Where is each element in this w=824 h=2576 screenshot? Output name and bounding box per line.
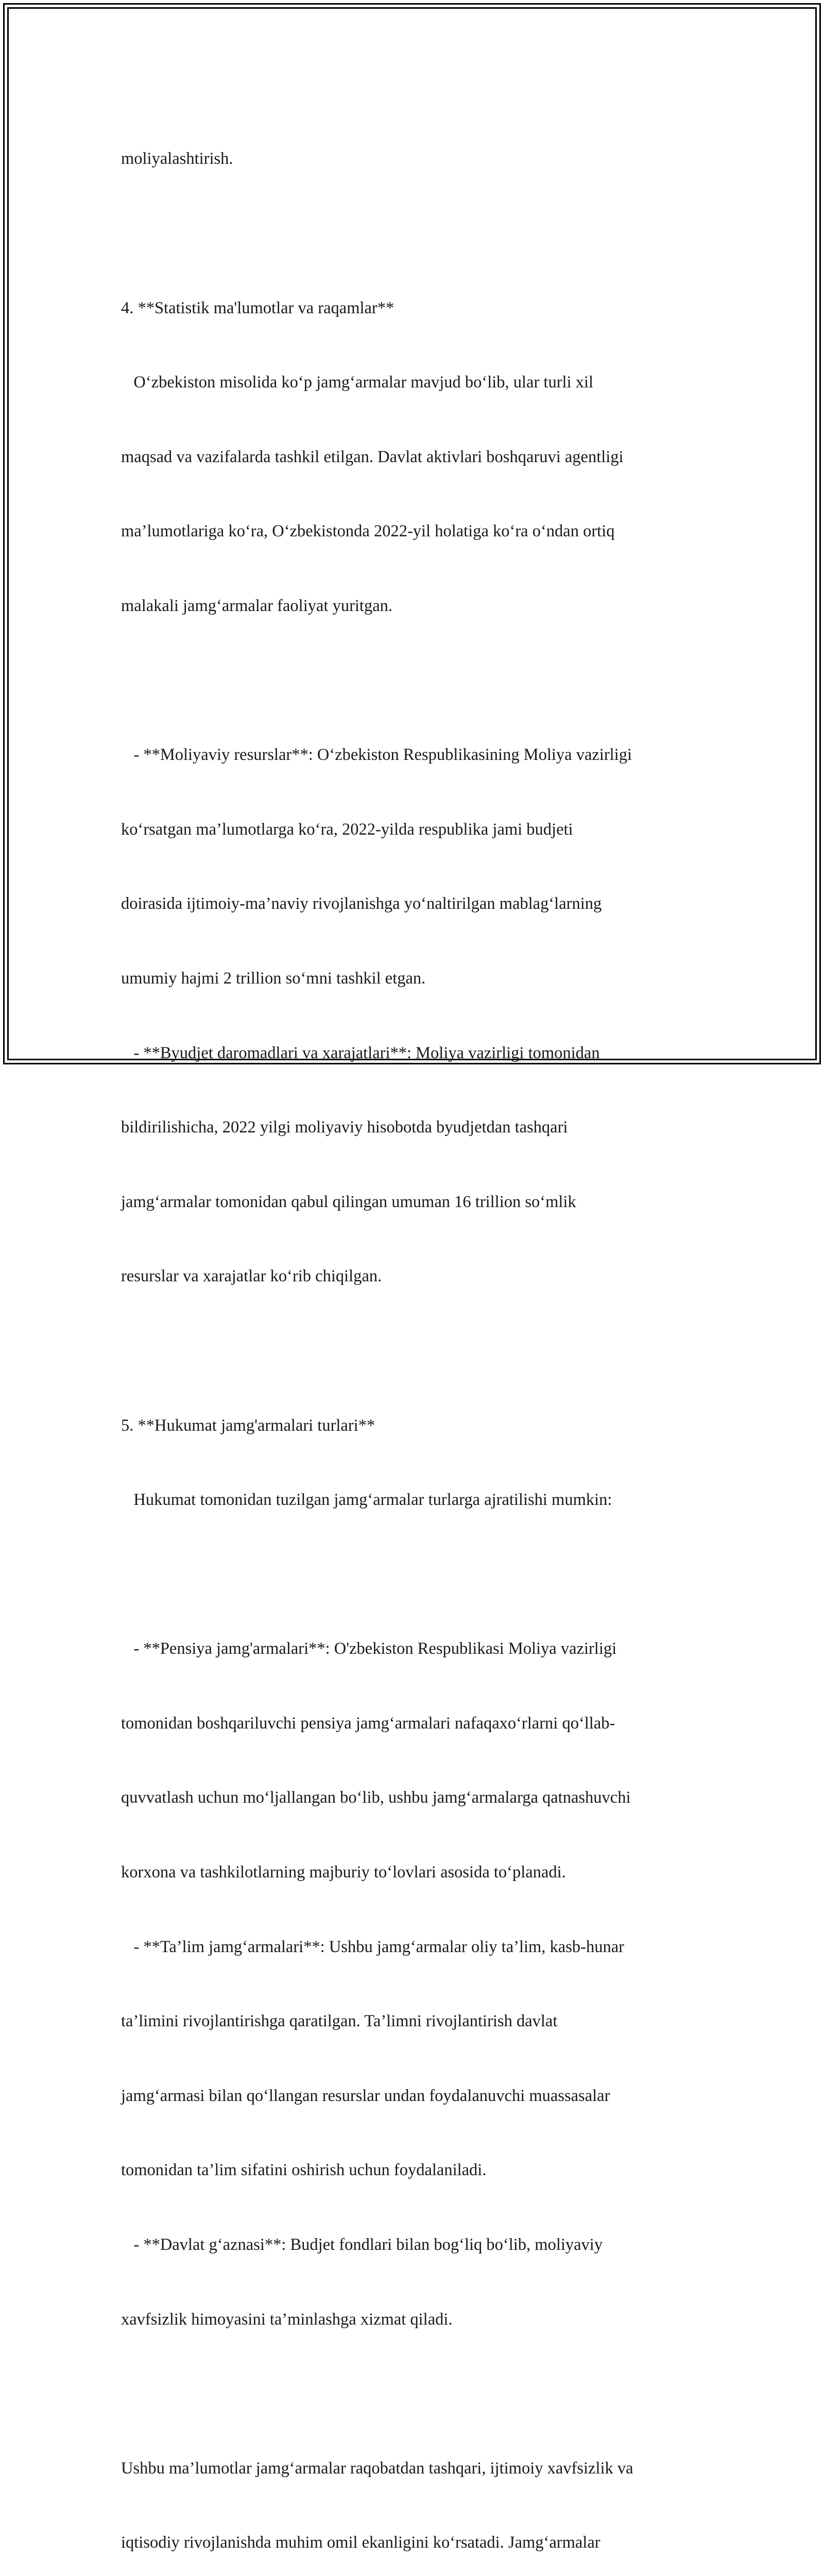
section-heading: 5. **Hukumat jamg'armalari turlari** <box>121 1416 375 1435</box>
text-line: malakali jamg‘armalar faoliyat yuritgan. <box>121 596 392 615</box>
text-line: quvvatlash uchun mo‘ljallangan bo‘lib, ushbu jamg‘armalarga qatnashuvchi <box>121 1788 631 1807</box>
text-line: resurslar va xarajatlar ko‘rib chiqilgan. <box>121 1267 382 1286</box>
text-line: Hukumat tomonidan tuzilgan jamg‘armalar turlarga ajratilishi mumkin: <box>121 1490 612 1510</box>
text-line: tomonidan boshqariluvchi pensiya jamg‘armalari nafaqaxo‘rlarni qo‘llab- <box>121 1714 615 1733</box>
text-line: bildirilishicha, 2022 yilgi moliyaviy hisobotda byudjetdan tashqari <box>121 1118 568 1137</box>
blank-line <box>121 1338 713 1363</box>
text-line: O‘zbekiston misolida ko‘p jamg‘armalar mavjud bo‘lib, ular turli xil <box>121 373 594 392</box>
list-item-line: - **Davlat g‘aznasi**: Budjet fondlari bilan bog‘liq bo‘lib, moliyaviy <box>121 2235 603 2255</box>
text-line: tomonidan ta’lim sifatini oshirish uchun foydalaniladi. <box>121 2161 487 2180</box>
text-line: Ushbu ma’lumotlar jamg‘armalar raqobatdan tashqari, ijtimoiy xavfsizlik va <box>121 2459 633 2478</box>
list-item-line: - **Pensiya jamg'armalari**: O'zbekiston Respublikasi Moliya vazirligi <box>121 1639 617 1658</box>
blank-line <box>121 2381 713 2406</box>
text-line: maqsad va vazifalarda tashkil etilgan. Davlat aktivlari boshqaruvi agentligi <box>121 447 624 466</box>
text-line: jamg‘armalar tomonidan qabul qilingan umuman 16 trillion so‘mlik <box>121 1192 576 1211</box>
blank-line <box>121 221 713 246</box>
list-item-line: - **Byudjet daromadlari va xarajatlari**: Moliya vazirligi tomonidan <box>121 1043 600 1062</box>
text-line: iqtisodiy rivojlanishda muhim omil ekanligini ko‘rsatadi. Jamg‘armalar <box>121 2533 600 2552</box>
list-item-line: - **Moliyaviy resurslar**: O‘zbekiston Respublikasining Moliya vazirligi <box>121 745 632 765</box>
text-line: ta’limini rivojlantirishga qaratilgan. Ta’limni rivojlantirish davlat <box>121 2012 558 2031</box>
text-line: doirasida ijtimoiy-ma’naviy rivojlanishga yo‘naltirilgan mablag‘larning <box>121 894 602 913</box>
text-line: umumiy hajmi 2 trillion so‘mni tashkil etgan. <box>121 969 426 988</box>
document-body <box>121 97 713 2576</box>
text-line: korxona va tashkilotlarning majburiy to‘lovlari asosida to‘planadi. <box>121 1863 566 1882</box>
blank-line <box>121 668 713 693</box>
text-line: ma’lumotlariga ko‘ra, O‘zbekistonda 2022-yil holatiga ko‘ra o‘ndan ortiq <box>121 522 615 541</box>
text-line: xavfsizlik himoyasini ta’minlashga xizmat qiladi. <box>121 2310 453 2329</box>
text-line: jamg‘armasi bilan qo‘llangan resurslar undan foydalanuvchi muassasalar <box>121 2086 610 2105</box>
blank-line <box>121 1562 713 1587</box>
section-heading: 4. **Statistik ma'lumotlar va raqamlar** <box>121 298 394 317</box>
text-line: ko‘rsatgan ma’lumotlarga ko‘ra, 2022-yilda respublika jami budjeti <box>121 820 573 839</box>
text-line: moliyalashtirish. <box>121 149 233 168</box>
list-item-line: - **Ta’lim jamg‘armalari**: Ushbu jamg‘armalar oliy ta’lim, kasb-hunar <box>121 1937 624 1956</box>
